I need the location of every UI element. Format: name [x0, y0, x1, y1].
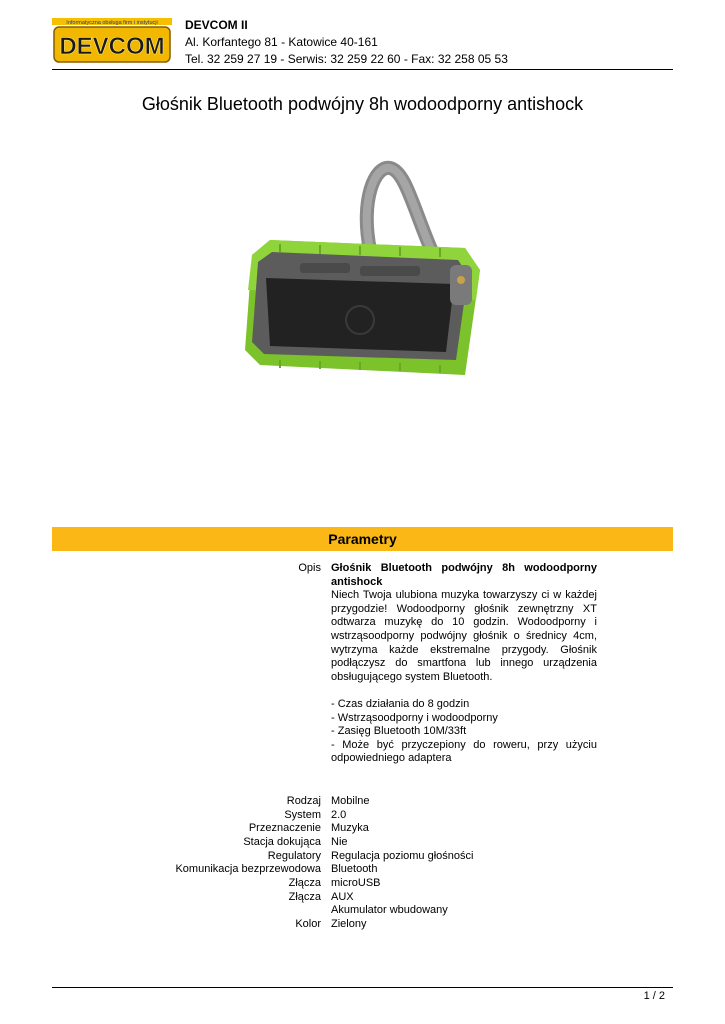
- product-description: [331, 562, 597, 766]
- page-number: 1 / 2: [643, 990, 665, 1002]
- param-label-opis: Opis: [298, 562, 321, 574]
- param-label: Przeznaczenie: [248, 822, 321, 834]
- section-parametry: Parametry: [52, 527, 673, 551]
- param-value: AUX: [331, 891, 354, 903]
- param-value: microUSB: [331, 877, 381, 889]
- description-bullet: - Może być przyczepiony do roweru, przy użyciu odpowiedniego adaptera: [331, 738, 597, 765]
- param-label: System: [284, 809, 321, 821]
- svg-text:DEVCOM: DEVCOM: [59, 33, 165, 60]
- param-value: Regulacja poziomu głośności: [331, 850, 474, 862]
- param-value: Nie: [331, 836, 348, 848]
- param-label: Regulatory: [267, 850, 321, 862]
- product-image: [240, 160, 485, 395]
- param-value: 2.0: [331, 809, 347, 821]
- param-value: Bluetooth: [331, 863, 378, 875]
- company-name: DEVCOM II: [185, 18, 248, 32]
- param-label: Złącza: [288, 891, 321, 903]
- param-value: Mobilne: [331, 795, 370, 807]
- param-label: Kolor: [295, 918, 321, 930]
- param-label: Komunikacja bezprzewodowa: [175, 863, 321, 875]
- param-value: Akumulator wbudowany: [331, 904, 448, 916]
- description-bullet: - Zasięg Bluetooth 10M/33ft: [331, 725, 467, 738]
- description-bullet: - Wstrząsoodporny i wodoodporny: [331, 711, 498, 724]
- description-body: Niech Twoja ulubiona muzyka towarzyszy ci w każdej przygodzie! Wodoodporny głośnik zewnętrzny XT odtwarza muzykę do 10 godzin. Wodoodporny i wstrząsoodporny podwójny głośnik o średnicy 4cm, wytrzyma każde ekstremalne przygody. Głośnik podłączysz do smartfona lub innego urządzenia obsługującego system Bluetooth.: [331, 589, 597, 683]
- param-label: Złącza: [288, 877, 321, 889]
- company-address: Al. Korfantego 81 - Katowice 40-161: [185, 35, 378, 49]
- description-bullet: - Czas działania do 8 godzin: [331, 697, 470, 710]
- description-heading: Głośnik Bluetooth podwójny 8h wodoodporny antishock: [331, 562, 597, 588]
- param-label: Rodzaj: [286, 795, 321, 807]
- devcom-logo: [52, 18, 172, 64]
- company-contact: Tel. 32 259 27 19 - Serwis: 32 259 22 60 - Fax: 32 258 05 53: [185, 52, 508, 66]
- footer-divider: [52, 987, 673, 988]
- param-label: Stacja dokująca: [243, 836, 321, 848]
- param-value: Muzyka: [331, 822, 369, 834]
- page-title: Głośnik Bluetooth podwójny 8h wodoodporny antishock: [141, 94, 584, 114]
- company-info: [185, 17, 508, 68]
- param-value: Zielony: [331, 918, 367, 930]
- header-divider: [52, 69, 673, 70]
- svg-text:Informatyczna obsługa firm i i: Informatyczna obsługa firm i instytucji: [66, 20, 158, 26]
